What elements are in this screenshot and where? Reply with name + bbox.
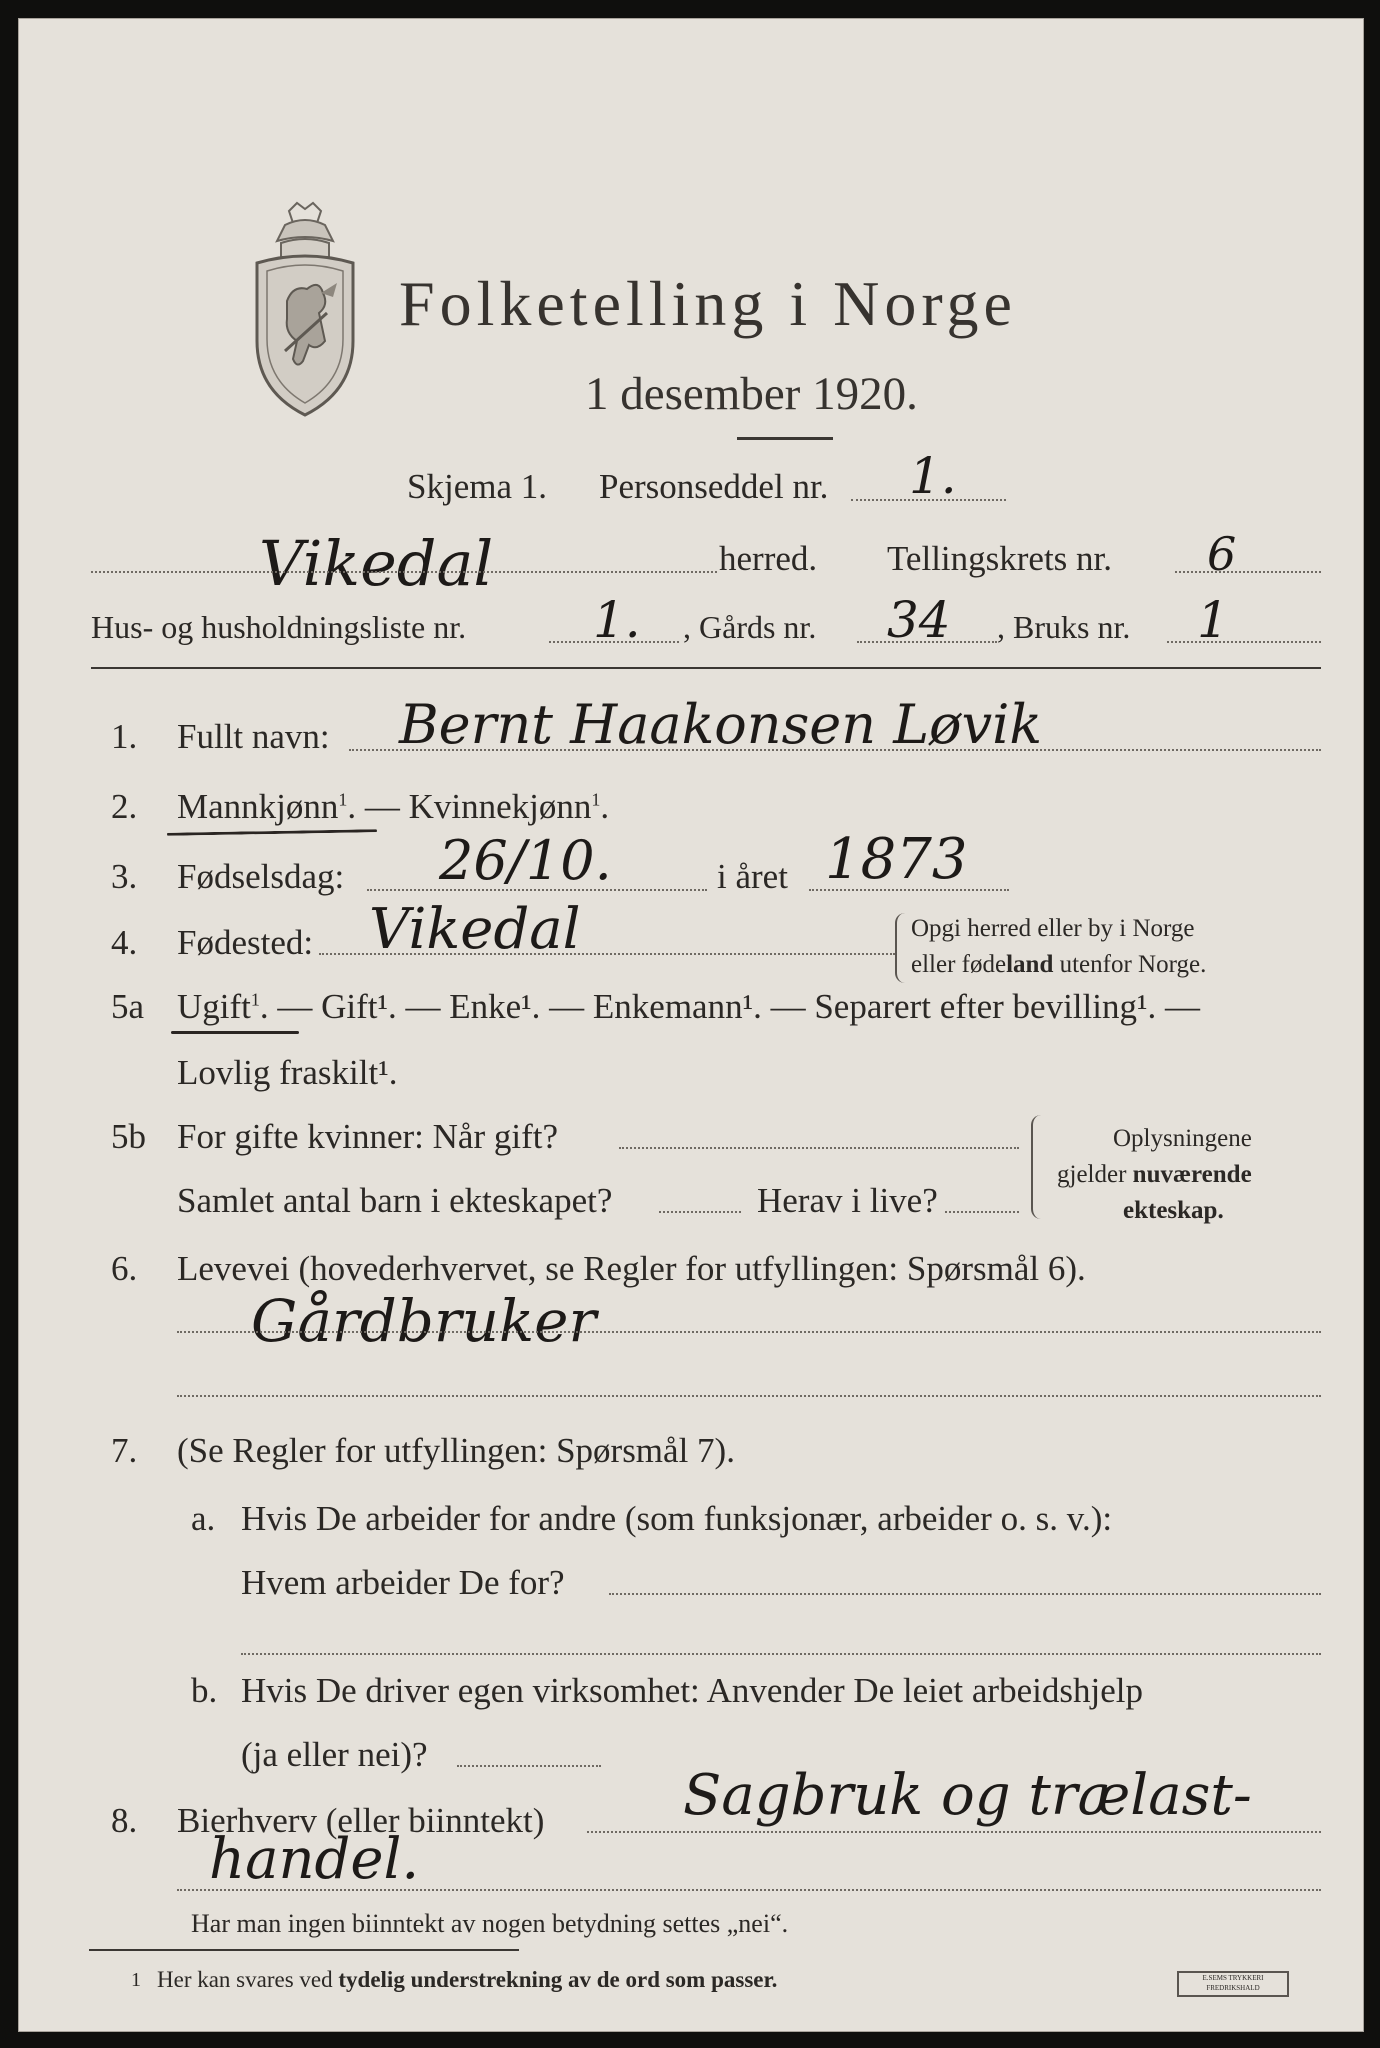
- ugift-underline-mark: [171, 1031, 299, 1034]
- alive-line: [945, 1211, 1019, 1213]
- herred-value: Vikedal: [259, 527, 494, 600]
- q6-number: 6.: [111, 1249, 138, 1288]
- gender-female: Kvinnekjønn: [408, 787, 592, 826]
- bruks-value: 1: [1197, 591, 1229, 649]
- printer-stamp: E.SEMS TRYKKERI FREDRIKSHALD: [1177, 1971, 1289, 1997]
- q7a-letter: a.: [191, 1499, 216, 1538]
- birthplace-note-line1: Opgi herred eller by i Norge: [911, 915, 1195, 942]
- q1-number: 1.: [111, 717, 138, 756]
- side-income-line1: [587, 1831, 1321, 1833]
- q8-note: Har man ingen biinntekt av nogen betydning settes „nei“.: [191, 1909, 789, 1938]
- gards-label: , Gårds nr.: [683, 609, 817, 645]
- occupation-value: Gårdbruker: [251, 1287, 597, 1355]
- footnote-mark: 1: [131, 1969, 141, 1991]
- footnote-bold: tydelig understrekning av de ord som passer.: [338, 1967, 778, 1992]
- herred-line: [91, 571, 717, 573]
- q1-label: Fullt navn:: [177, 717, 330, 756]
- census-date: 1 desember 1920.: [585, 368, 918, 420]
- footnote-plain: Her kan svares ved: [157, 1967, 339, 1992]
- tellingskrets-label: Tellingskrets nr.: [887, 539, 1113, 578]
- full-name-value: Bernt Haakonsen Løvik: [399, 693, 1043, 756]
- page-title: Folketelling i Norge: [399, 268, 1017, 339]
- title-divider: [737, 437, 833, 440]
- birthplace-value: Vikedal: [369, 897, 581, 962]
- personseddel-value: 1.: [909, 447, 957, 505]
- tellingskrets-value: 6: [1207, 527, 1237, 581]
- q3-number: 3.: [111, 857, 138, 896]
- q4-number: 4.: [111, 923, 138, 962]
- birthplace-note-line2: [911, 951, 1206, 979]
- side-income-value-line2: handel.: [209, 1827, 420, 1892]
- footnote-text: [157, 1967, 777, 1993]
- side-income-value-line1: Sagbruk og trælast-: [683, 1763, 1252, 1828]
- q5b-line1: For gifte kvinner: Når gift?: [177, 1117, 559, 1156]
- q5a-number: 5a: [111, 987, 145, 1026]
- q5b-line2b: Herav i live?: [757, 1181, 938, 1220]
- q5b-line2a: Samlet antal barn i ekteskapet?: [177, 1181, 613, 1220]
- note-text: gjelder: [1057, 1161, 1133, 1188]
- year-label: i året: [717, 857, 788, 896]
- marital-status-options: [177, 987, 1200, 1027]
- census-form-page: [18, 18, 1364, 2032]
- birth-year-value: 1873: [825, 827, 968, 892]
- note-text: eller føde: [911, 951, 1007, 978]
- norwegian-coat-of-arms-icon: [237, 201, 373, 421]
- employer-line2: [241, 1653, 1321, 1655]
- gender-male: Mannkjønn: [177, 787, 339, 826]
- marriage-note-line3: ekteskap.: [1123, 1197, 1224, 1224]
- gender-female-footnote: 1: [591, 789, 601, 810]
- marital-ugift: Ugift: [177, 987, 251, 1026]
- gender-separator: —: [356, 787, 409, 826]
- birthday-value: 26/10.: [439, 829, 612, 892]
- header-rule: [91, 667, 1321, 669]
- gender-female-dot: .: [600, 787, 610, 826]
- q7-label: (Se Regler for utfyllingen: Spørsmål 7).: [177, 1431, 735, 1470]
- q5b-number: 5b: [111, 1117, 146, 1156]
- marriage-note-line1: Oplysningene: [1113, 1125, 1252, 1152]
- gards-value: 34: [887, 591, 951, 649]
- hus-label: Hus- og husholdningsliste nr.: [91, 609, 467, 645]
- q2-number: 2.: [111, 787, 138, 826]
- marital-rest: . — Gift¹. — Enke¹. — Enkemann¹. — Separert efter bevilling¹. —: [259, 987, 1200, 1026]
- q7b-letter: b.: [191, 1671, 218, 1710]
- hired-help-line: [457, 1765, 601, 1767]
- q7a-line2: Hvem arbeider De for?: [241, 1563, 565, 1602]
- personseddel-label: Personseddel nr.: [599, 467, 829, 506]
- q6-label: Levevei (hovederhvervet, se Regler for utfyllingen: Spørsmål 6).: [177, 1249, 1086, 1288]
- note-text: utenfor Norge.: [1053, 951, 1207, 978]
- q7a-line1: Hvis De arbeider for andre (som funksjonær, arbeider o. s. v.):: [241, 1499, 1113, 1538]
- tellingskrets-line: [1175, 571, 1321, 573]
- occupation-line2: [177, 1395, 1321, 1397]
- occupation-line1: [177, 1331, 1321, 1333]
- q4-label: Fødested:: [177, 923, 314, 962]
- bruks-line: [1167, 641, 1321, 643]
- note-bold-text: land: [1006, 951, 1054, 978]
- birthplace-note-brace: [895, 913, 907, 983]
- q7b-line2: (ja eller nei)?: [241, 1735, 428, 1774]
- q7b-line1: Hvis De driver egen virksomhet: Anvender De leiet arbeidshjelp: [241, 1671, 1143, 1710]
- footnote-rule: [89, 1949, 519, 1951]
- children-line: [659, 1211, 741, 1213]
- married-when-line: [619, 1147, 1019, 1149]
- q8-number: 8.: [111, 1801, 138, 1840]
- marriage-note-brace: [1031, 1115, 1045, 1219]
- employer-line1: [609, 1593, 1321, 1595]
- q8-label: Bierhverv (eller biinntekt): [177, 1801, 545, 1840]
- q3-label: Fødselsdag:: [177, 857, 345, 896]
- note-bold-text: nuværende: [1132, 1161, 1252, 1188]
- gender-male-footnote: 1: [338, 789, 348, 810]
- schema-label: Skjema 1.: [407, 467, 547, 506]
- hus-value: 1.: [593, 591, 641, 649]
- herred-label: herred.: [719, 539, 818, 578]
- ugift-footnote: 1: [250, 989, 260, 1010]
- q7-number: 7.: [111, 1431, 138, 1470]
- bruks-label: , Bruks nr.: [997, 609, 1131, 645]
- male-underline-mark: [167, 829, 377, 836]
- marital-status-line2: Lovlig fraskilt¹.: [177, 1053, 398, 1092]
- marriage-note-line2: [1057, 1161, 1252, 1189]
- gender-male-dot: .: [347, 787, 357, 826]
- gender-options: [177, 787, 609, 827]
